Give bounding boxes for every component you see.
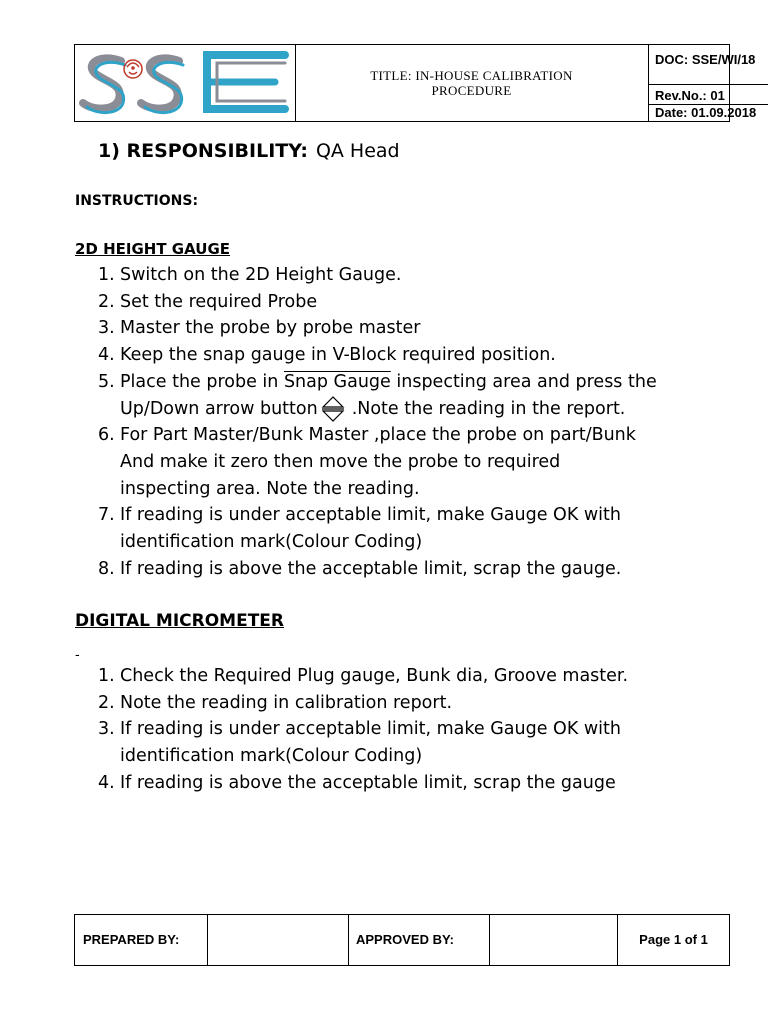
document-date: Date: 01.09.2018 [655, 105, 757, 120]
list-item: 2. Set the required Probe [98, 291, 318, 312]
company-logo [75, 45, 295, 121]
emblem-icon [124, 60, 142, 78]
list-item: 6. For Part Master/Bunk Master ,place the probe on part/Bunk And make it zero then move the probe to required inspecting area. Note the reading. [98, 425, 636, 499]
list-item: 3. Master the probe by probe master [98, 318, 421, 339]
micrometer-steps [98, 663, 628, 797]
document-footer [74, 914, 730, 966]
list-item: 1. Switch on the 2D Height Gauge. [98, 265, 402, 285]
height-gauge-steps [98, 262, 657, 582]
list-item: 3. If reading is under acceptable limit, make Gauge OK with identification mark(Colour Coding) [98, 719, 621, 767]
list-item: 2. Note the reading in calibration report. [98, 692, 453, 713]
doc-number: DOC: SSE/WI/18 [648, 45, 768, 85]
section-title-height-gauge: 2D HEIGHT GAUGE [75, 240, 231, 258]
document-meta [648, 45, 757, 121]
responsibility-line [98, 140, 400, 162]
title-line-2: PROCEDURE [431, 83, 512, 98]
document-title [295, 45, 649, 121]
approved-by-label: APPROVED BY: [349, 915, 490, 965]
section-title-digital-micrometer: DIGITAL MICROMETER [75, 611, 284, 631]
revision-number: Rev.No.: 01 [648, 85, 768, 105]
approved-by-value [490, 915, 618, 965]
list-item: 7. If reading is under acceptable limit, make Gauge OK with identification mark(Colour Coding) [98, 505, 621, 553]
list-item: 5. Place the probe in Snap Gauge inspecting area and press the Up/Down arrow button .Note the reading in the report. [98, 369, 657, 422]
prepared-by-label: PREPARED BY: [75, 915, 208, 965]
list-item: 8. If reading is above the acceptable limit, scrap the gauge. [98, 558, 622, 579]
responsibility-label: 1) RESPONSIBILITY: [98, 140, 308, 162]
instructions-heading: INSTRUCTIONS: [75, 193, 199, 209]
responsibility-value: QA Head [315, 140, 400, 162]
up-down-arrow-icon [320, 396, 346, 422]
list-item: 1. Check the Required Plug gauge, Bunk dia, Groove master. [98, 666, 629, 686]
list-item: 4. Keep the snap gauge in V-Block required position. [98, 345, 556, 366]
logo-cell [75, 45, 296, 121]
prepared-by-value [208, 915, 349, 965]
page-number: Page 1 of 1 [639, 932, 708, 947]
document-header [74, 44, 757, 122]
title-line-1: TITLE: IN-HOUSE CALIBRATION [370, 68, 573, 83]
list-item: 4. If reading is above the acceptable limit, scrap the gauge [98, 772, 616, 793]
dash-mark: - [75, 646, 80, 662]
